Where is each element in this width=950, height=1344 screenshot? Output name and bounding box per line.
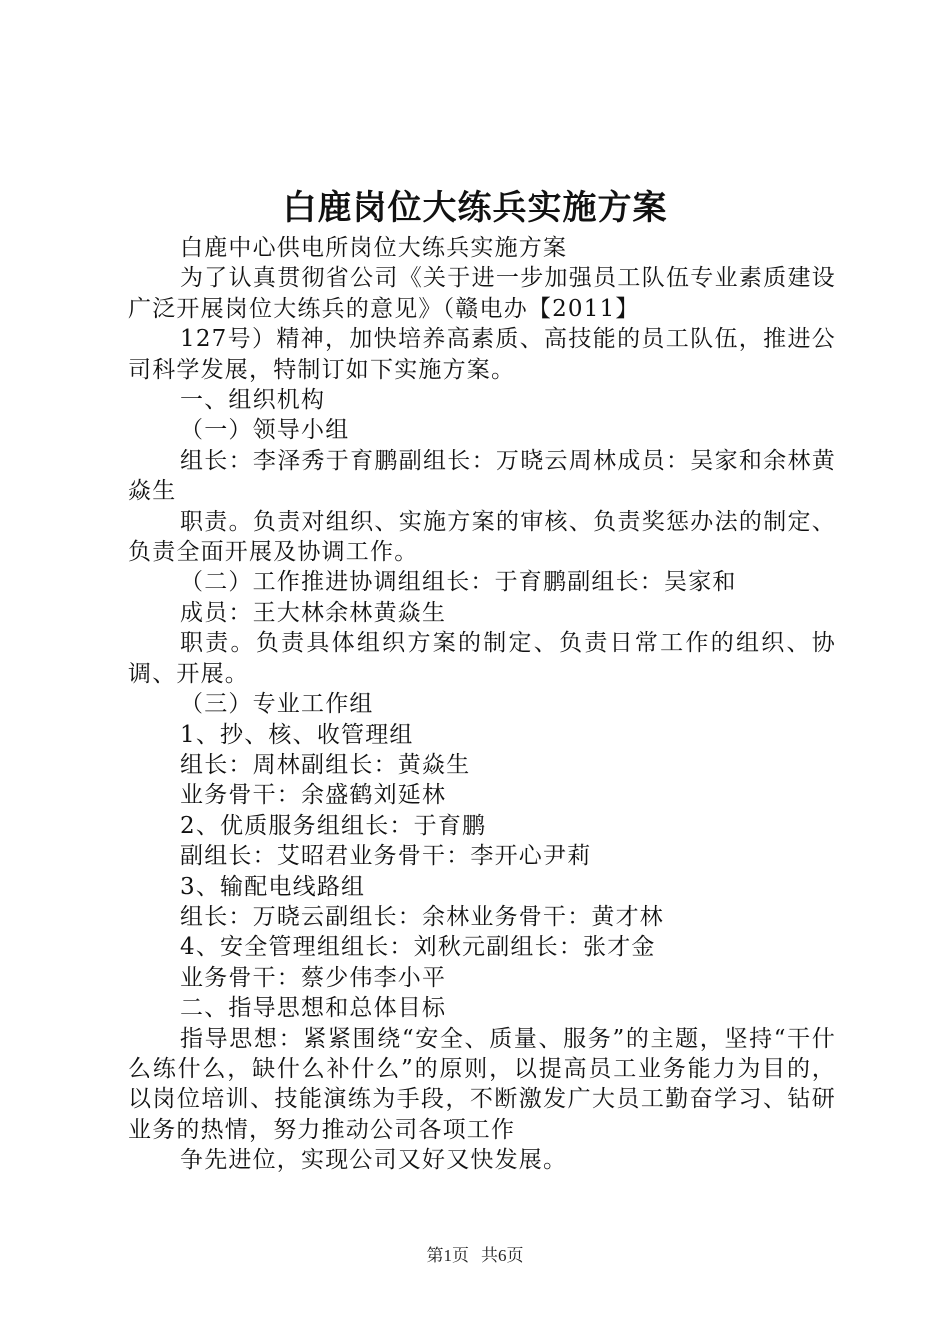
body-paragraph: 成员：王大林余林黄焱生 (180, 599, 447, 626)
body-paragraph: 副组长：艾昭君业务骨干：李开心尹莉 (180, 843, 592, 870)
subsection-heading: （一）领导小组 (180, 417, 350, 444)
document-title: 白鹿岗位大练兵实施方案 (282, 188, 668, 228)
page-number: 第1页 (426, 1246, 469, 1265)
body-paragraph: 127号）精神，加快培养高素质、高技能的员工队伍，推进公司科学发展，特制订如下实施方案。 (128, 326, 836, 383)
list-item: 2、优质服务组组长：于育鹏 (180, 812, 487, 839)
page-total: 共6页 (481, 1246, 524, 1265)
section-heading: 一、组织机构 (180, 387, 326, 414)
document-body (128, 233, 836, 1176)
body-paragraph: 组长：万晓云副组长：余林业务骨干：黄才林 (180, 903, 664, 930)
body-paragraph: 业务骨干：蔡少伟李小平 (180, 964, 447, 991)
body-paragraph: 职责。负责对组织、实施方案的审核、负责奖惩办法的制定、负责全面开展及协调工作。 (128, 508, 836, 566)
list-item: 3、输配电线路组 (180, 873, 366, 900)
body-paragraph: 组长：李泽秀于育鹏副组长：万晓云周林成员：吴家和余林黄焱生 (128, 447, 836, 505)
subsection-heading: （二）工作推进协调组组长：于育鹏副组长：吴家和 (180, 569, 737, 596)
body-paragraph: 组长：周林副组长：黄焱生 (180, 751, 471, 778)
page-footer (0, 1244, 950, 1268)
body-paragraph: 业务骨干：余盛鹤刘延林 (180, 782, 447, 809)
body-paragraph: 指导思想：紧紧围绕“安全、质量、服务”的主题，坚持“干什么练什么，缺什么补什么”的原则，以提高员工业务能力为目的，以岗位培训、技能演练为手段，不断激发广大员工勤奋学习、钻研业务的热情，努力推动公司各项工作 (128, 1025, 836, 1143)
section-heading: 二、指导思想和总体目标 (180, 995, 447, 1022)
body-paragraph: 争先进位，实现公司又好又快发展。 (180, 1147, 568, 1174)
list-item: 4、安全管理组组长：刘秋元副组长：张才金 (180, 934, 656, 961)
body-paragraph: 职责。负责具体组织方案的制定、负责日常工作的组织、协调、开展。 (128, 630, 836, 687)
body-paragraph: 为了认真贯彻省公司《关于进一步加强员工队伍专业素质建设广泛开展岗位大练兵的意见》（赣电办【2011】 (128, 265, 836, 322)
list-item: 1、抄、核、收管理组 (180, 721, 414, 748)
body-paragraph: 白鹿中心供电所岗位大练兵实施方案 (180, 235, 568, 261)
subsection-heading: （三）专业工作组 (180, 691, 374, 718)
